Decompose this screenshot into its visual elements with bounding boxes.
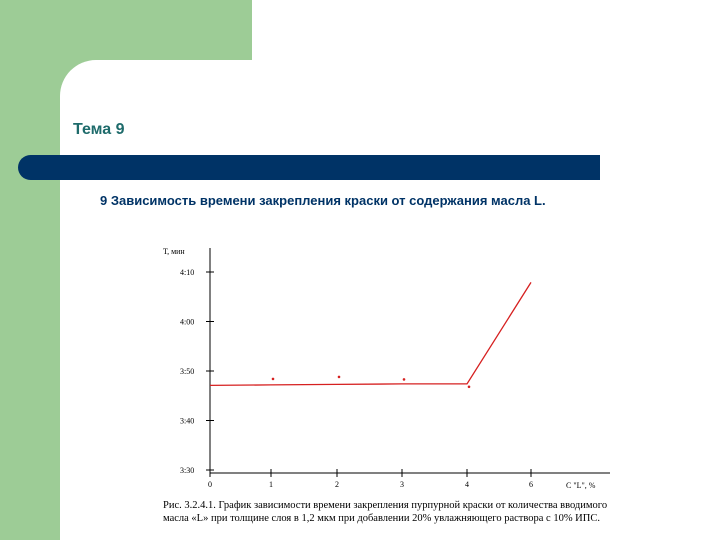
series-line — [210, 282, 531, 385]
y-tick-label: 3:50 — [180, 367, 195, 376]
y-tick-label: 4:10 — [180, 268, 195, 277]
title-divider-bar — [18, 155, 600, 180]
x-tick-label: 4 — [465, 480, 469, 489]
x-tick-label: 2 — [335, 480, 339, 489]
y-tick-label: 3:30 — [180, 466, 195, 475]
x-tick-label: 3 — [400, 480, 404, 489]
chart-axes — [163, 247, 610, 490]
chart-ticks — [180, 268, 533, 489]
y-axis-label: Т, мин — [163, 247, 185, 256]
figure-caption: Рис. 3.2.4.1. График зависимости времени закрепления пурпурной краски от количества вводимого масла «L» при толщине слоя в 1,2 мкм при добавлении 20% увлажняющего раствора с 10% ИПС. — [163, 500, 608, 524]
chart-series — [210, 282, 531, 385]
x-tick-label: 6 — [529, 480, 533, 489]
y-tick-label: 3:40 — [180, 416, 195, 426]
data-point — [338, 376, 341, 379]
x-tick-label: 0 — [208, 480, 212, 489]
data-point — [468, 386, 471, 389]
y-tick-label: 4:00 — [180, 317, 195, 327]
data-point — [403, 378, 406, 381]
chart-points — [272, 376, 471, 389]
slide-title: Тема 9 — [73, 121, 125, 138]
x-axis-label: С "L", % — [566, 481, 596, 490]
data-point — [272, 378, 275, 381]
x-tick-label: 1 — [269, 480, 273, 489]
line-chart — [150, 240, 620, 495]
slide-subtitle: 9 Зависимость времени закрепления краски от содержания масла L. — [100, 193, 546, 208]
